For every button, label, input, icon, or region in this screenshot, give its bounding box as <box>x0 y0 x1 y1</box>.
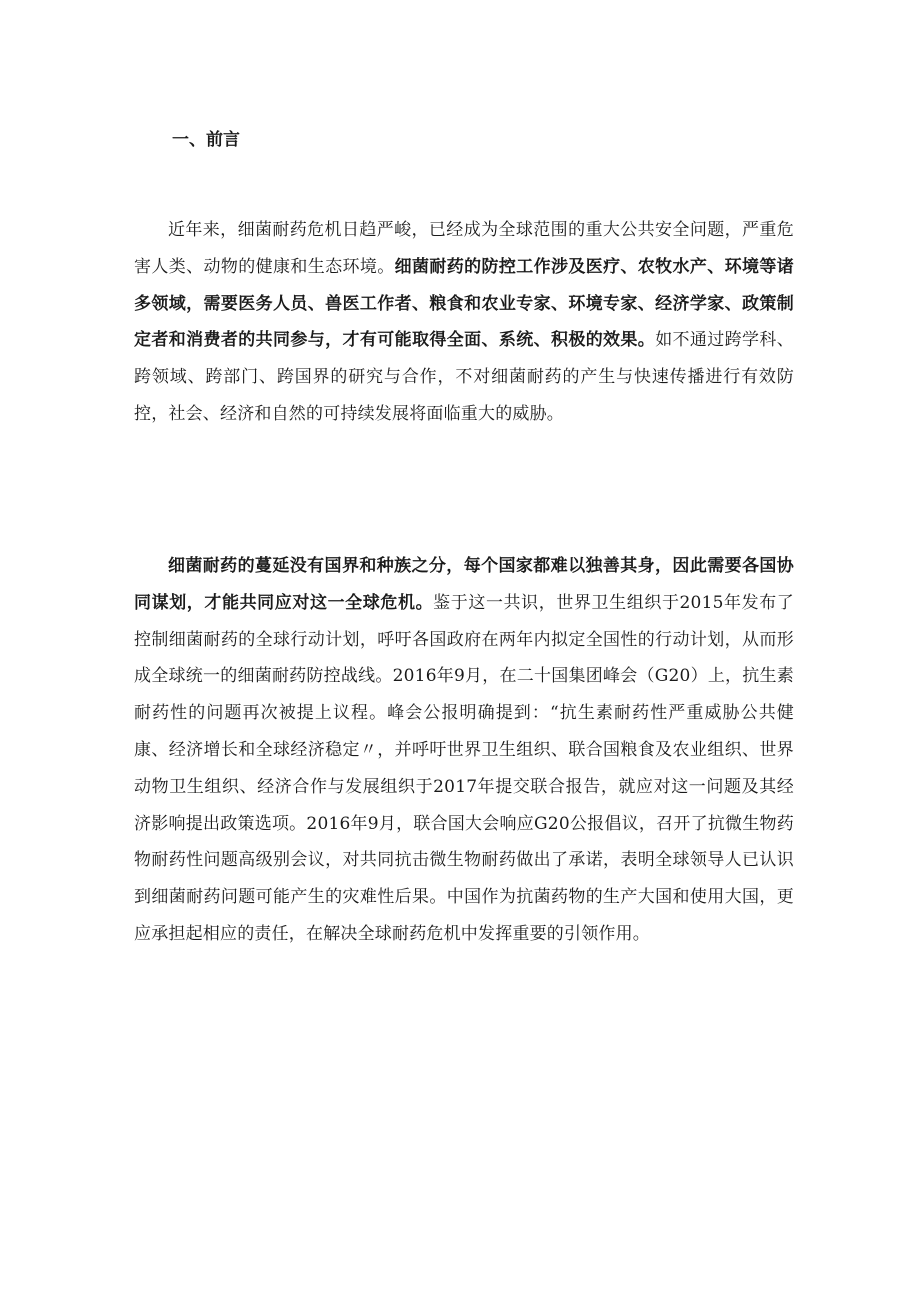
paragraph-2-segment-2: 鉴于这一共识，世界卫生组织于2015年发布了控制细菌耐药的全球行动计划，呼吁各国政府在两年内拟定全国性的行动计划，从而形成全球统一的细菌耐药防控战线。2016年9月，在二十国集团峰会（G20）上，抗生素耐药性的问题再次被提上议程。峰会公报明确提到：“抗生素耐药性严重威胁公共健康、经济增长和全球经济稳定〃，并呼吁世界卫生组织、联合国粮食及农业组织、世界动物卫生组织、经济合作与发展组织于2017年提交联合报告，就应对这一问题及其经济影响提出政策选项。2016年9月，联合国大会响应G20公报倡议，召开了抗微生物药物耐药性问题高级别会议，对共同抗击微生物耐药做出了承诺，表明全球领导人已认识到细菌耐药问题可能产生的灾难性后果。中国作为抗菌药物的生产大国和使用大国，更应承担起相应的责任，在解决全球耐药危机中发挥重要的引领作用。 <box>134 592 794 944</box>
paragraph-global-action <box>134 548 794 953</box>
paragraph-1-segment-3: 如不通过跨学科、跨领域、跨部门、跨国界的研究与合作，不对细菌耐药的产生与快速传播进行有效防控，社会、经济和自然的可持续发展将面临重大的威胁。 <box>134 330 794 424</box>
paragraph-2-segment-1-bold: 细菌耐药的蔓延没有国界和种族之分，每个国家都难以独善其身，因此需要各国协同谋划，才能共同应对这一全球危机。 <box>134 556 794 613</box>
paragraph-1-segment-1: 近年来，细菌耐药危机日趋严峻，已经成为全球范围的重大公共安全问题，严重危害人类、动物的健康和生态环境。 <box>134 220 794 277</box>
paragraph-intro <box>134 212 794 433</box>
paragraph-1-segment-2-bold: 细菌耐药的防控工作涉及医疗、农牧水产、环境等诸多领域，需要医务人员、兽医工作者、粮食和农业专家、环境专家、经济学家、政策制定者和消费者的共同参与，才有可能取得全面、系统、积极的效果。 <box>134 256 794 351</box>
section-heading: 一、前言 <box>172 130 240 150</box>
